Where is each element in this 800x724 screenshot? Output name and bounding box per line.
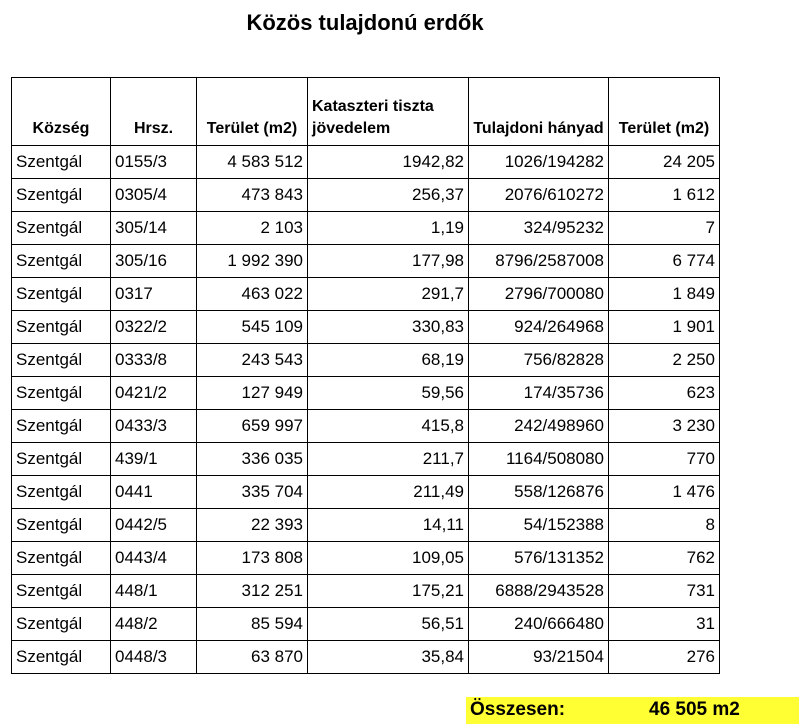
kozseg-cell: Szentgál xyxy=(12,476,111,509)
share-area-cell: 276 xyxy=(609,641,720,674)
hanyad-cell: 54/152388 xyxy=(469,509,609,542)
hrsz-cell: 0441 xyxy=(111,476,197,509)
header-terulet: Terület (m2) xyxy=(197,78,308,146)
hrsz-cell: 0155/3 xyxy=(111,146,197,179)
forest-table xyxy=(11,77,720,674)
kozseg-cell: Szentgál xyxy=(12,212,111,245)
terulet-cell: 22 393 xyxy=(197,509,308,542)
table-row xyxy=(12,476,720,509)
hanyad-cell: 8796/2587008 xyxy=(469,245,609,278)
hrsz-cell: 305/14 xyxy=(111,212,197,245)
jovedelem-cell: 177,98 xyxy=(308,245,469,278)
jovedelem-cell: 56,51 xyxy=(308,608,469,641)
header-kozseg: Község xyxy=(12,78,111,146)
hrsz-cell: 439/1 xyxy=(111,443,197,476)
terulet-cell: 473 843 xyxy=(197,179,308,212)
hanyad-cell: 324/95232 xyxy=(469,212,609,245)
kozseg-cell: Szentgál xyxy=(12,179,111,212)
jovedelem-cell: 211,7 xyxy=(308,443,469,476)
hrsz-cell: 0322/2 xyxy=(111,311,197,344)
share-area-cell: 7 xyxy=(609,212,720,245)
terulet-cell: 243 543 xyxy=(197,344,308,377)
hanyad-cell: 6888/2943528 xyxy=(469,575,609,608)
share-area-cell: 3 230 xyxy=(609,410,720,443)
terulet-cell: 463 022 xyxy=(197,278,308,311)
terulet-cell: 4 583 512 xyxy=(197,146,308,179)
jovedelem-cell: 256,37 xyxy=(308,179,469,212)
jovedelem-cell: 14,11 xyxy=(308,509,469,542)
hanyad-cell: 242/498960 xyxy=(469,410,609,443)
jovedelem-cell: 1,19 xyxy=(308,212,469,245)
hanyad-cell: 1164/508080 xyxy=(469,443,609,476)
kozseg-cell: Szentgál xyxy=(12,443,111,476)
hrsz-cell: 0443/4 xyxy=(111,542,197,575)
terulet-cell: 127 949 xyxy=(197,377,308,410)
terulet-cell: 545 109 xyxy=(197,311,308,344)
jovedelem-cell: 291,7 xyxy=(308,278,469,311)
kozseg-cell: Szentgál xyxy=(12,608,111,641)
table-row xyxy=(12,245,720,278)
table-header-row xyxy=(12,78,720,146)
header-jovedelem: Kataszteri tiszta jövedelem xyxy=(308,78,469,146)
hanyad-cell: 756/82828 xyxy=(469,344,609,377)
hanyad-cell: 2076/610272 xyxy=(469,179,609,212)
share-area-cell: 1 849 xyxy=(609,278,720,311)
kozseg-cell: Szentgál xyxy=(12,377,111,410)
header-terulet-share: Terület (m2) xyxy=(609,78,720,146)
jovedelem-cell: 35,84 xyxy=(308,641,469,674)
table-row xyxy=(12,146,720,179)
share-area-cell: 31 xyxy=(609,608,720,641)
terulet-cell: 173 808 xyxy=(197,542,308,575)
terulet-cell: 85 594 xyxy=(197,608,308,641)
terulet-cell: 335 704 xyxy=(197,476,308,509)
table-row xyxy=(12,641,720,674)
hanyad-cell: 558/126876 xyxy=(469,476,609,509)
share-area-cell: 1 901 xyxy=(609,311,720,344)
kozseg-cell: Szentgál xyxy=(12,641,111,674)
share-area-cell: 24 205 xyxy=(609,146,720,179)
hanyad-cell: 576/131352 xyxy=(469,542,609,575)
hrsz-cell: 0448/3 xyxy=(111,641,197,674)
terulet-cell: 2 103 xyxy=(197,212,308,245)
kozseg-cell: Szentgál xyxy=(12,311,111,344)
table-row xyxy=(12,377,720,410)
terulet-cell: 63 870 xyxy=(197,641,308,674)
total-box xyxy=(466,697,799,724)
terulet-cell: 659 997 xyxy=(197,410,308,443)
hanyad-cell: 1026/194282 xyxy=(469,146,609,179)
hrsz-cell: 0421/2 xyxy=(111,377,197,410)
jovedelem-cell: 415,8 xyxy=(308,410,469,443)
hrsz-cell: 0333/8 xyxy=(111,344,197,377)
header-hanyad: Tulajdoni hányad xyxy=(469,78,609,146)
jovedelem-cell: 109,05 xyxy=(308,542,469,575)
hanyad-cell: 2796/700080 xyxy=(469,278,609,311)
table-row xyxy=(12,575,720,608)
share-area-cell: 770 xyxy=(609,443,720,476)
table-row xyxy=(12,410,720,443)
table-row xyxy=(12,278,720,311)
kozseg-cell: Szentgál xyxy=(12,542,111,575)
kozseg-cell: Szentgál xyxy=(12,344,111,377)
terulet-cell: 312 251 xyxy=(197,575,308,608)
hrsz-cell: 305/16 xyxy=(111,245,197,278)
kozseg-cell: Szentgál xyxy=(12,575,111,608)
table-row xyxy=(12,311,720,344)
total-value: 46 505 m2 xyxy=(649,699,740,720)
table-row xyxy=(12,344,720,377)
share-area-cell: 762 xyxy=(609,542,720,575)
kozseg-cell: Szentgál xyxy=(12,410,111,443)
jovedelem-cell: 59,56 xyxy=(308,377,469,410)
total-label: Összesen: xyxy=(470,699,566,720)
hanyad-cell: 240/666480 xyxy=(469,608,609,641)
hanyad-cell: 93/21504 xyxy=(469,641,609,674)
kozseg-cell: Szentgál xyxy=(12,146,111,179)
kozseg-cell: Szentgál xyxy=(12,278,111,311)
hrsz-cell: 448/1 xyxy=(111,575,197,608)
jovedelem-cell: 211,49 xyxy=(308,476,469,509)
terulet-cell: 336 035 xyxy=(197,443,308,476)
jovedelem-cell: 1942,82 xyxy=(308,146,469,179)
table-row xyxy=(12,443,720,476)
table-row xyxy=(12,212,720,245)
page-title: Közös tulajdonú erdők xyxy=(246,10,484,35)
table-row xyxy=(12,179,720,212)
share-area-cell: 2 250 xyxy=(609,344,720,377)
table-row xyxy=(12,542,720,575)
share-area-cell: 1 476 xyxy=(609,476,720,509)
share-area-cell: 623 xyxy=(609,377,720,410)
hrsz-cell: 0305/4 xyxy=(111,179,197,212)
share-area-cell: 731 xyxy=(609,575,720,608)
kozseg-cell: Szentgál xyxy=(12,509,111,542)
hanyad-cell: 174/35736 xyxy=(469,377,609,410)
share-area-cell: 6 774 xyxy=(609,245,720,278)
jovedelem-cell: 175,21 xyxy=(308,575,469,608)
jovedelem-cell: 68,19 xyxy=(308,344,469,377)
hrsz-cell: 0317 xyxy=(111,278,197,311)
table-body xyxy=(12,146,720,674)
hanyad-cell: 924/264968 xyxy=(469,311,609,344)
kozseg-cell: Szentgál xyxy=(12,245,111,278)
share-area-cell: 8 xyxy=(609,509,720,542)
hrsz-cell: 0433/3 xyxy=(111,410,197,443)
table-row xyxy=(12,608,720,641)
hrsz-cell: 448/2 xyxy=(111,608,197,641)
hrsz-cell: 0442/5 xyxy=(111,509,197,542)
table-row xyxy=(12,509,720,542)
header-hrsz: Hrsz. xyxy=(111,78,197,146)
terulet-cell: 1 992 390 xyxy=(197,245,308,278)
share-area-cell: 1 612 xyxy=(609,179,720,212)
jovedelem-cell: 330,83 xyxy=(308,311,469,344)
